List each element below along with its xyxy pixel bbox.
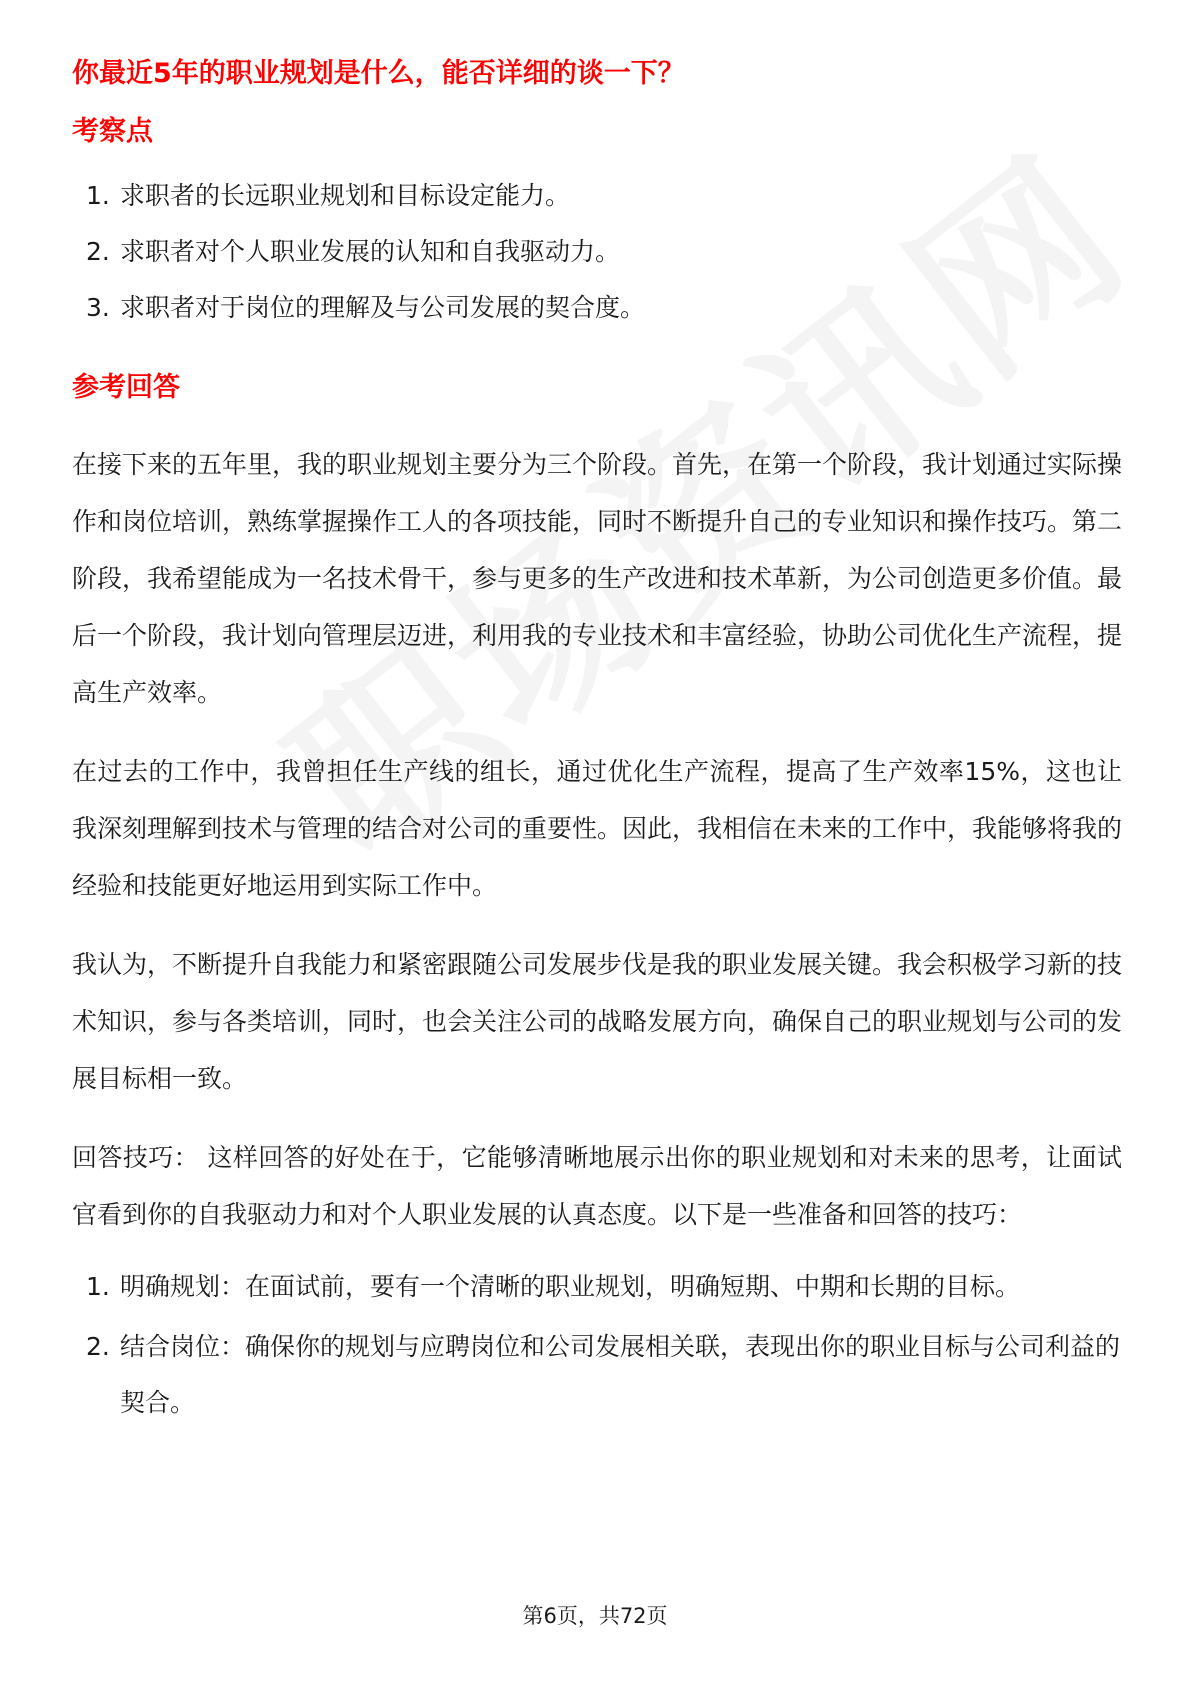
list-text: 求职者对于岗位的理解及与公司发展的契合度。 bbox=[120, 293, 646, 322]
list-text: 明确规划：在面试前，要有一个清晰的职业规划，明确短期、中期和长期的目标。 bbox=[120, 1272, 1021, 1301]
list-number: 1. bbox=[86, 1272, 110, 1301]
list-number: 2. bbox=[86, 237, 110, 266]
list-text: 求职者对个人职业发展的认知和自我驱动力。 bbox=[120, 237, 621, 266]
list-item bbox=[72, 280, 1122, 336]
list-number: 1. bbox=[86, 181, 110, 210]
points-list bbox=[72, 168, 1122, 336]
list-item bbox=[72, 1259, 1122, 1315]
answer-paragraph: 在过去的工作中，我曾担任生产线的组长，通过优化生产流程，提高了生产效率15%，这也让我深刻理解到技术与管理的结合对公司的重要性。因此，我相信在未来的工作中，我能够将我的经验和技能更好地运用到实际工作中。 bbox=[72, 757, 1123, 900]
document-page bbox=[72, 52, 1122, 1435]
list-text: 结合岗位：确保你的规划与应聘岗位和公司发展相关联，表现出你的职业目标与公司利益的契合。 bbox=[120, 1332, 1121, 1417]
list-item bbox=[72, 1319, 1122, 1431]
list-number: 2. bbox=[86, 1332, 110, 1361]
page-footer: 第6页，共72页 bbox=[522, 1604, 668, 1628]
list-text: 求职者的长远职业规划和目标设定能力。 bbox=[120, 181, 571, 210]
list-number: 3. bbox=[86, 293, 110, 322]
answer-paragraph: 我认为，不断提升自我能力和紧密跟随公司发展步伐是我的职业发展关键。我会积极学习新的技术知识，参与各类培训，同时，也会关注公司的战略发展方向，确保自己的职业规划与公司的发展目标相一致。 bbox=[72, 950, 1123, 1093]
points-heading: 考察点 bbox=[72, 116, 153, 147]
answer-paragraph: 在接下来的五年里，我的职业规划主要分为三个阶段。首先，在第一个阶段，我计划通过实际操作和岗位培训，熟练掌握操作工人的各项技能，同时不断提升自己的专业知识和操作技巧。第二阶段，我希望能成为一名技术骨干，参与更多的生产改进和技术革新，为公司创造更多价值。最后一个阶段，我计划向管理层迈进，利用我的专业技术和丰富经验，协助公司优化生产流程，提高生产效率。 bbox=[72, 450, 1123, 707]
list-item bbox=[72, 168, 1122, 224]
tips-intro-paragraph: 回答技巧： 这样回答的好处在于，它能够清晰地展示出你的职业规划和对未来的思考，让面试官看到你的自我驱动力和对个人职业发展的认真态度。以下是一些准备和回答的技巧： bbox=[72, 1143, 1122, 1229]
list-item bbox=[72, 224, 1122, 280]
tips-list bbox=[72, 1259, 1122, 1431]
answer-heading: 参考回答 bbox=[72, 372, 180, 403]
question-title: 你最近5年的职业规划是什么，能否详细的谈一下？ bbox=[72, 58, 685, 89]
